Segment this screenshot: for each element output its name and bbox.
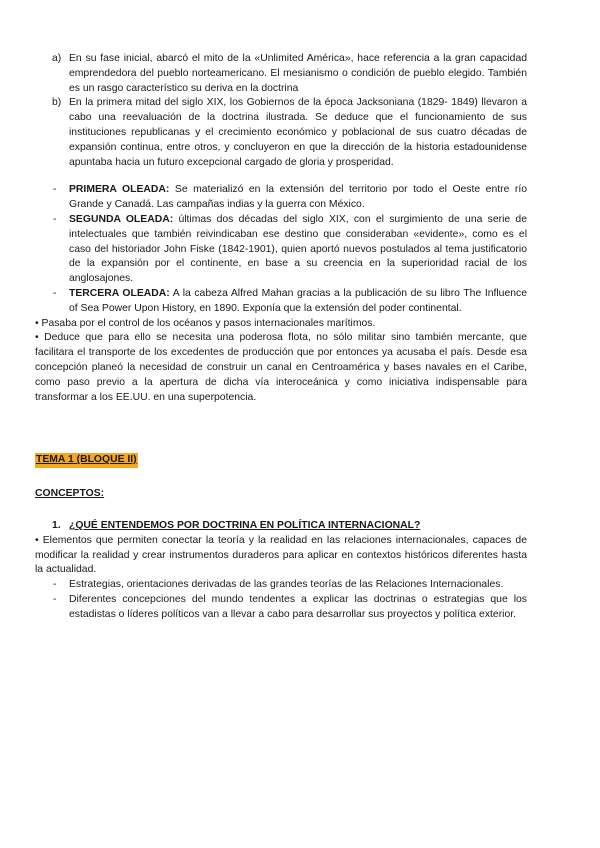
paragraph-text: A la cabeza Alfred Mahan gracias a la publicación de su libro The Influence of Sea Power Upon History, en 1890. Exponía que la extensión del poder continental. (69, 287, 527, 314)
wave-title: TERCERA OLEADA: (69, 287, 170, 299)
waves-list (35, 183, 527, 316)
paragraph-text: últimas dos décadas del siglo XIX, con el surgimiento de una serie de intelectuales que también reivindicaban ese destino que consideraban «evidente», como es el caso del historiador John Fiske (1842-1901), quien aportó nuevos postulados al tema justificatorio de la expansión por el continente, en base a su creencia en la superioridad racial de los anglosajones. (69, 213, 527, 285)
paragraph-text: Diferentes concepciones del mundo tendentes a explicar las doctrinas o estrategias que los estadistas o líderes políticos van a llevar a cabo para desarrollar sus proyectos y política exterior. (69, 593, 527, 620)
conceptos-heading: CONCEPTOS: (35, 488, 105, 500)
list-marker: - (53, 593, 57, 605)
list-item-b (35, 96, 527, 170)
wave-title: SEGUNDA OLEADA: (69, 213, 174, 225)
paragraph-text: En la primera mitad del siglo XIX, los Gobiernos de la época Jacksoniana (1829- 1849) llevaron a cabo una reevaluación de la doctrina ilustrada. Se deduce que el funcionamiento de sus instituciones republicanas y el crecimiento económico y poblacional de sus cuatro décadas de expansión continua, entre otros, y concluyeron en que la dirección de la historia estadounidense apuntaba hacia un futuro excepcional cargado de gloria y prosperidad. (69, 97, 527, 168)
list-item-segunda-oleada (35, 213, 527, 287)
tema-heading: TEMA 1 (BLOQUE II) (35, 453, 138, 468)
list-marker: - (53, 579, 57, 591)
list-item-tercera-oleada (35, 287, 527, 317)
bullet-paragraph: • Pasaba por el control de los océanos y pasos internacionales marítimos. (35, 317, 376, 329)
question-text: ¿QUÉ ENTENDEMOS POR DOCTRINA EN POLÍTICA INTERNACIONAL? (69, 519, 421, 531)
paragraph-text: En su fase inicial, abarcó el mito de la «Unlimited América», hace referencia a la gran capacidad emprendedora del pueblo norteamericano. El mesianismo o condición de pueblo elegido. También es un rasgo característico su deriva en la doctrina (69, 53, 527, 94)
list-marker: 1. (52, 519, 61, 531)
bullet-paragraph: • Elementos que permiten conectar la teoría y la realidad en las relaciones internacionales, capaces de modificar la realidad y crear instrumentos duraderos para aplicar en contextos históricos diferentes hasta la actualidad. (35, 534, 527, 576)
list-marker: b) (52, 97, 62, 109)
list-marker: - (53, 213, 57, 225)
paragraph-text: Estrategias, orientaciones derivadas de las grandes teorías de las Relaciones Internacionales. (69, 579, 504, 591)
list-marker: a) (52, 53, 62, 64)
list-marker: - (53, 184, 57, 196)
paragraph-text: Se materializó en la extensión del territorio por todo el Oeste entre río Grande y Canadá. Las campañas indias y la guerra con México. (69, 184, 528, 211)
list-marker: - (53, 287, 57, 299)
list-item (35, 578, 527, 593)
list-item-a (35, 52, 527, 96)
wave-title: PRIMERA OLEADA: (69, 184, 170, 196)
document-page (35, 52, 527, 623)
question-heading (35, 519, 527, 534)
list-item (35, 593, 527, 623)
list-item-primera-oleada (35, 183, 527, 213)
section-heading-block (35, 453, 527, 468)
bullet-paragraph: • Deduce que para ello se necesita una poderosa flota, no sólo militar sino también mercante, que facilitara el transporte de los excedentes de producción que por entonces ya acusaba el país. Desde esa concepción planeó la necesidad de construir un canal en Centroamérica y bases navales en el Caribe, como paso previo a la apertura de dicha vía interoceánica y como iniciativa indispensable para transformar a los EE.UU. en una superpotencia. (35, 332, 527, 403)
